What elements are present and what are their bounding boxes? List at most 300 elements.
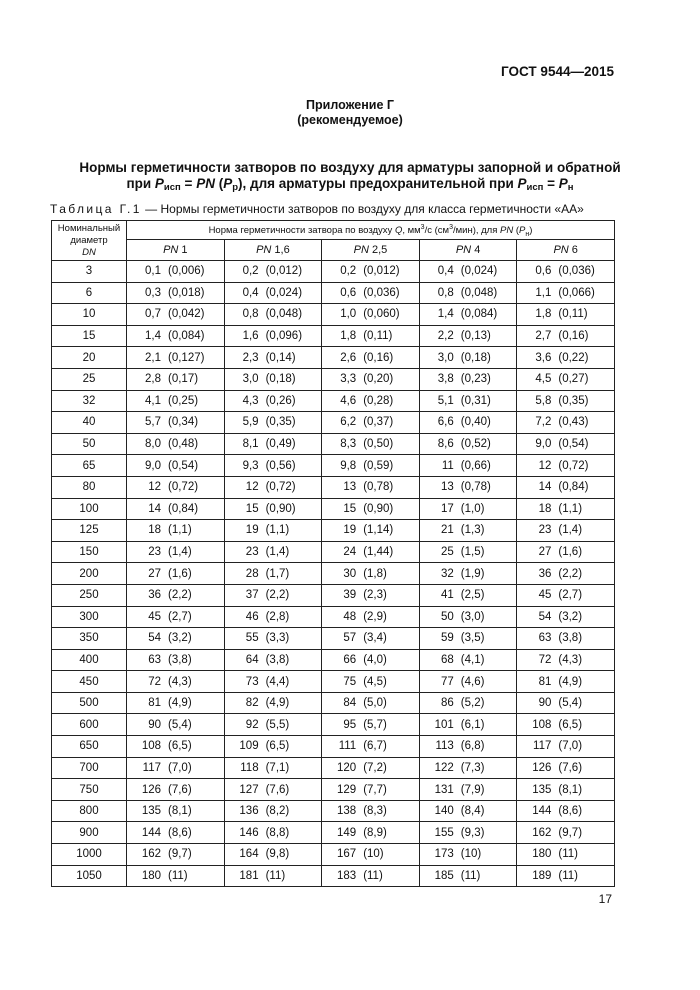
leak-rate-cell [322,455,420,477]
leak-rate-mm3s: 46 [245,610,259,623]
table-row [52,304,615,326]
section-heading [0,160,700,192]
leak-rate-mm3s: 3,0 [242,373,259,386]
dn-cell: 32 [52,390,127,412]
leak-rate-cm3min: (0,59) [363,459,394,472]
table-row [52,498,615,520]
dn-cell: 300 [52,606,127,628]
leak-rate-mm3s: 36 [538,567,552,580]
leak-rate-cell [224,606,322,628]
leak-rate-cm3min: (1,1) [558,502,583,515]
leak-rate-cm3min: (1,8) [363,567,387,580]
leak-rate-cm3min: (7,0) [168,761,192,774]
leak-rate-mm3s: 27 [538,546,552,559]
leak-rate-mm3s: 7,2 [535,416,552,429]
pn-symbol: PN [455,244,472,256]
dn-cell: 65 [52,455,127,477]
leak-rate-cm3min: (0,54) [558,438,589,451]
leak-rate-cm3min: (0,66) [460,459,491,472]
table-row [52,282,615,304]
leak-rate-mm3s: 129 [337,783,357,796]
appendix-heading [0,98,700,128]
leak-rate-mm3s: 5,1 [437,394,454,407]
dn-cell: 650 [52,736,127,758]
leak-rate-cm3min: (10) [363,848,384,861]
leak-rate-cm3min: (0,31) [460,394,491,407]
heading-subscript: исп [526,182,544,193]
leak-rate-cell [517,800,615,822]
leak-rate-cm3min: (0,042) [168,308,205,321]
leak-rate-mm3s: 108 [141,740,161,753]
table-row [52,822,615,844]
leak-rate-cell [224,476,322,498]
leak-rate-cm3min: (0,084) [168,330,205,343]
leak-rate-mm3s: 63 [538,632,552,645]
leak-rate-mm3s: 108 [532,718,552,731]
pn-symbol: PN [163,244,179,256]
leak-rate-mm3s: 86 [440,697,454,710]
leak-rate-mm3s: 181 [239,869,259,882]
leak-rate-cm3min: (0,20) [363,373,394,386]
leak-rate-mm3s: 50 [440,610,454,623]
leak-rate-cm3min: (3,2) [558,610,583,623]
dn-cell: 3 [52,261,127,283]
leak-rate-mm3s: 101 [434,718,454,731]
leak-rate-mm3s: 136 [239,805,259,818]
leak-rate-cm3min: (0,048) [460,286,498,299]
heading-subscript: исп [163,182,181,193]
leak-rate-cell [322,671,420,693]
heading-symbol: P [154,176,164,191]
heading-text: ( [214,176,224,191]
leak-rate-cm3min: (2,8) [265,610,290,623]
dn-cell: 25 [52,368,127,390]
leak-rate-cm3min: (0,40) [460,416,491,429]
pn-symbol: PN [353,244,369,256]
leak-rate-cell [127,628,225,650]
appendix-status: (рекомендуемое) [297,113,403,127]
leak-rate-cm3min: (3,2) [168,632,192,645]
leak-rate-cell [127,325,225,347]
leak-rate-mm3s: 167 [337,848,357,861]
leak-rate-cell [127,433,225,455]
table-row [52,476,615,498]
pn-value: 1 [181,244,188,256]
leak-rate-cm3min: (5,4) [168,718,192,731]
dn-cell: 100 [52,498,127,520]
leak-rate-mm3s: 138 [337,805,357,818]
leak-rate-mm3s: 6,6 [437,416,454,429]
leak-rate-cell [224,347,322,369]
leak-rate-header-text: /с (см [424,224,450,236]
leak-rate-mm3s: 27 [148,567,161,580]
leak-rate-cm3min: (0,49) [265,438,296,451]
table-row [52,520,615,542]
leak-rate-cell [224,541,322,563]
leak-rate-mm3s: 81 [538,675,552,688]
leak-rate-cell [322,304,420,326]
leak-rate-cell [419,628,517,650]
leak-rate-mm3s: 21 [440,524,454,537]
leak-rate-cm3min: (0,35) [558,394,589,407]
leak-rate-cm3min: (0,048) [265,308,303,321]
pn-value: 4 [474,244,481,256]
leak-rate-mm3s: 144 [532,805,552,818]
leak-rate-cell [224,822,322,844]
heading-symbol: P [517,176,527,191]
dn-cell: 125 [52,520,127,542]
appendix-title: Приложение Г [306,98,394,112]
dn-cell: 200 [52,563,127,585]
leak-rate-cell [419,865,517,887]
leak-rate-cell [224,498,322,520]
leak-rate-mm3s: 90 [538,697,552,710]
leak-rate-cm3min: (3,8) [168,653,192,666]
heading-line-1: Нормы герметичности затворов по воздуху для арматуры запорной и обратной [79,160,621,175]
leak-rate-cm3min: (8,1) [168,805,192,818]
leak-rate-cell [419,520,517,542]
leak-rate-cell [517,390,615,412]
dn-header-line: Номинальный [57,222,121,234]
leak-rate-cell [322,412,420,434]
leak-rate-cell [127,649,225,671]
leak-rate-mm3s: 185 [434,869,454,882]
leak-rate-cell [224,649,322,671]
leak-rate-cm3min: (10) [460,848,482,861]
leak-rate-mm3s: 54 [148,632,161,645]
leak-rate-mm3s: 8,3 [340,438,357,451]
leak-rate-mm3s: 81 [148,697,161,710]
leak-rate-cell [322,714,420,736]
leak-rate-cm3min: (5,4) [558,697,583,710]
pn-value: 6 [571,244,578,256]
leak-rate-cm3min: (1,44) [363,546,394,559]
leak-rate-cm3min: (3,4) [363,632,387,645]
leak-rate-mm3s: 140 [434,805,454,818]
table-row [52,757,615,779]
standard-designation: ГОСТ 9544—2015 [501,64,614,79]
leak-rate-cell [224,692,322,714]
leak-rate-mm3s: 0,2 [340,265,357,278]
leak-rate-cell [322,628,420,650]
leak-rate-cell [419,541,517,563]
leak-rate-cm3min: (5,2) [460,697,485,710]
leak-rate-mm3s: 15 [245,502,259,515]
leak-rate-cm3min: (0,34) [168,416,199,429]
leak-rate-cm3min: (4,0) [363,653,387,666]
leak-rate-cell [517,476,615,498]
leak-rate-cell [127,714,225,736]
leak-rate-cell [517,541,615,563]
leak-rate-cm3min: (0,90) [265,502,296,515]
leak-rate-cell [127,865,225,887]
leak-rate-mm3s: 126 [141,783,161,796]
leak-rate-cm3min: (7,6) [265,783,290,796]
leak-rate-cm3min: (0,37) [363,416,394,429]
table-row [52,347,615,369]
heading-subscript: р [232,182,239,193]
leak-rate-cm3min: (0,127) [168,351,205,364]
leak-rate-cm3min: (4,9) [558,675,583,688]
leak-rate-cell [419,412,517,434]
table-row [52,412,615,434]
leak-rate-cm3min: (6,1) [460,718,485,731]
pn-symbol: PN [553,244,569,256]
leak-rate-mm3s: 13 [343,481,357,494]
leak-rate-cell [419,347,517,369]
leak-rate-cell [322,736,420,758]
leak-rate-cm3min: (0,13) [460,330,491,343]
leak-rate-cell [419,261,517,283]
leak-rate-cell [419,736,517,758]
tightness-norms-table [51,220,615,887]
leak-rate-mm3s: 18 [538,502,552,515]
table-row [52,368,615,390]
leak-rate-cell [224,736,322,758]
leak-rate-cm3min: (0,25) [168,394,199,407]
leak-rate-mm3s: 82 [245,697,259,710]
leak-rate-mm3s: 77 [440,675,454,688]
leak-rate-mm3s: 25 [440,546,454,559]
leak-rate-cm3min: (1,6) [168,567,192,580]
leak-rate-cm3min: (0,16) [558,330,589,343]
leak-rate-mm3s: 155 [434,826,454,839]
leak-rate-cell [224,282,322,304]
leak-rate-cell [322,584,420,606]
leak-rate-mm3s: 0,8 [437,286,454,299]
leak-rate-mm3s: 0,4 [242,286,259,299]
leak-rate-cell [224,390,322,412]
leak-rate-mm3s: 3,3 [340,373,357,386]
leak-rate-cm3min: (7,6) [168,783,192,796]
heading-text: = [180,176,197,191]
pn-column-header [517,240,615,261]
leak-rate-cell [127,584,225,606]
leak-rate-mm3s: 48 [343,610,357,623]
leak-rate-header-text: /мин), для [452,224,501,236]
dn-cell: 1000 [52,844,127,866]
leak-rate-cm3min: (5,0) [363,697,387,710]
leak-rate-mm3s: 12 [538,459,552,472]
leak-rate-cell [127,498,225,520]
leak-rate-mm3s: 14 [148,502,161,515]
table-caption-text: — Нормы герметичности затворов по воздуху для класса герметичности «АА» [141,202,584,216]
leak-rate-mm3s: 57 [343,632,357,645]
leak-rate-cm3min: (1,4) [558,524,583,537]
leak-rate-cell [322,541,420,563]
leak-rate-mm3s: 41 [440,589,454,602]
heading-text: при [126,176,155,191]
leak-rate-cell [419,584,517,606]
leak-rate-cm3min: (3,8) [265,653,290,666]
leak-rate-cm3min: (0,84) [558,481,589,494]
table-body [52,261,615,887]
leak-rate-mm3s: 120 [337,761,357,774]
leak-rate-cm3min: (0,024) [265,286,303,299]
leak-rate-mm3s: 2,2 [437,330,454,343]
leak-rate-mm3s: 1,8 [340,330,357,343]
leak-rate-mm3s: 1,6 [242,330,259,343]
leak-rate-mm3s: 3,8 [437,373,454,386]
leak-rate-cm3min: (11) [558,848,578,861]
leak-rate-mm3s: 23 [148,546,161,559]
leak-rate-mm3s: 36 [148,589,161,602]
leak-rate-mm3s: 2,1 [145,351,161,364]
table-row [52,606,615,628]
leak-rate-cm3min: (8,6) [558,805,583,818]
leak-rate-mm3s: 15 [343,502,357,515]
leak-rate-mm3s: 109 [239,740,259,753]
leak-rate-mm3s: 23 [245,546,259,559]
leak-rate-cell [127,671,225,693]
leak-rate-cm3min: (8,4) [460,805,485,818]
leak-rate-cm3min: (2,5) [460,589,485,602]
heading-subscript: н [567,182,574,193]
leak-rate-mm3s: 2,8 [145,373,161,386]
leak-rate-cell [224,584,322,606]
leak-rate-mm3s: 13 [440,481,454,494]
leak-rate-cm3min: (1,0) [460,502,485,515]
pn-column-header [127,240,225,261]
leak-rate-mm3s: 111 [338,740,357,753]
leak-rate-cell [517,584,615,606]
leak-rate-cell [127,347,225,369]
table-row [52,584,615,606]
leak-rate-cm3min: (4,5) [363,675,387,688]
leak-rate-header-symbol: P [519,224,526,236]
leak-rate-cm3min: (11) [168,869,188,882]
leak-rate-cm3min: (0,50) [363,438,394,451]
leak-rate-cell [517,671,615,693]
leak-rate-mm3s: 1,8 [535,308,552,321]
leak-rate-cell [224,844,322,866]
leak-rate-cm3min: (0,18) [460,351,491,364]
leak-rate-mm3s: 5,7 [145,416,161,429]
leak-rate-cell [419,433,517,455]
leak-rate-cm3min: (1,4) [265,546,290,559]
leak-rate-cm3min: (0,72) [265,481,296,494]
pn-header-row [52,240,615,261]
leak-rate-cell [419,606,517,628]
leak-rate-cm3min: (11) [363,869,383,882]
leak-rate-mm3s: 75 [343,675,357,688]
leak-rate-cm3min: (8,9) [363,826,387,839]
leak-rate-mm3s: 164 [239,848,259,861]
leak-rate-cell [419,476,517,498]
dn-cell: 400 [52,649,127,671]
leak-rate-mm3s: 4,6 [340,394,357,407]
leak-rate-mm3s: 95 [343,718,357,731]
leak-rate-cell [224,779,322,801]
leak-rate-cm3min: (8,2) [265,805,290,818]
leak-rate-mm3s: 14 [538,481,552,494]
leak-rate-cell [517,649,615,671]
leak-rate-cm3min: (1,9) [460,567,485,580]
leak-rate-cell [127,476,225,498]
table-row [52,865,615,887]
leak-rate-mm3s: 63 [148,653,161,666]
leak-rate-cell [517,714,615,736]
leak-rate-cell [322,476,420,498]
leak-rate-cm3min: (11) [265,869,286,882]
leak-rate-mm3s: 2,3 [242,351,259,364]
dn-cell: 250 [52,584,127,606]
leak-rate-cell [419,563,517,585]
leak-rate-mm3s: 113 [435,740,454,753]
leak-rate-cm3min: (2,2) [265,589,290,602]
dn-cell: 50 [52,433,127,455]
leak-rate-cm3min: (1,6) [558,546,583,559]
leak-rate-cm3min: (0,52) [460,438,491,451]
leak-rate-cell [127,822,225,844]
leak-rate-mm3s: 19 [245,524,259,537]
leak-rate-cell [224,304,322,326]
dn-cell: 600 [52,714,127,736]
leak-rate-mm3s: 0,6 [535,265,552,278]
leak-rate-cell [322,390,420,412]
leak-rate-mm3s: 9,8 [340,459,357,472]
leak-rate-cell [517,779,615,801]
leak-rate-cell [127,368,225,390]
leak-rate-mm3s: 8,6 [437,438,454,451]
leak-rate-cm3min: (4,1) [460,653,485,666]
leak-rate-mm3s: 17 [440,502,454,515]
leak-rate-cell [419,325,517,347]
pn-value: 2,5 [372,244,388,256]
leak-rate-cell [322,844,420,866]
leak-rate-cm3min: (11) [558,869,578,882]
leak-rate-cm3min: (0,006) [168,265,205,278]
table-caption-label: Таблица Г.1 [50,202,142,216]
leak-rate-cell [419,844,517,866]
leak-rate-mm3s: 5,9 [242,416,259,429]
table-row [52,649,615,671]
leak-rate-cm3min: (4,9) [168,697,192,710]
leak-rate-cm3min: (5,7) [363,718,387,731]
leak-rate-cm3min: (3,3) [265,632,290,645]
leak-rate-mm3s: 2,7 [535,330,552,343]
leak-rate-cm3min: (9,7) [558,826,583,839]
leak-rate-cm3min: (0,72) [558,459,589,472]
leak-rate-cell [224,671,322,693]
leak-rate-cell [419,714,517,736]
pn-symbol: PN [256,244,272,256]
leak-rate-cell [224,800,322,822]
dn-header-symbol: DN [82,246,96,258]
leak-rate-mm3s: 0,7 [145,308,161,321]
leak-rate-cm3min: (8,3) [363,805,387,818]
table-row [52,455,615,477]
leak-rate-cell [322,606,420,628]
leak-rate-mm3s: 4,3 [242,394,259,407]
leak-rate-cell [419,390,517,412]
leak-rate-mm3s: 84 [343,697,357,710]
nominal-diameter-header [52,221,127,261]
leak-rate-mm3s: 59 [440,632,454,645]
leak-rate-cell [322,261,420,283]
table-row [52,261,615,283]
leak-rate-cell [517,736,615,758]
leak-rate-cm3min: (0,036) [558,265,595,278]
leak-rate-cm3min: (7,3) [460,761,485,774]
leak-rate-mm3s: 1,0 [340,308,357,321]
dn-cell: 20 [52,347,127,369]
leak-rate-cell [517,844,615,866]
leak-rate-cell [322,779,420,801]
leak-rate-header-sub: н [525,230,530,238]
table-row [52,779,615,801]
leak-rate-cell [322,498,420,520]
